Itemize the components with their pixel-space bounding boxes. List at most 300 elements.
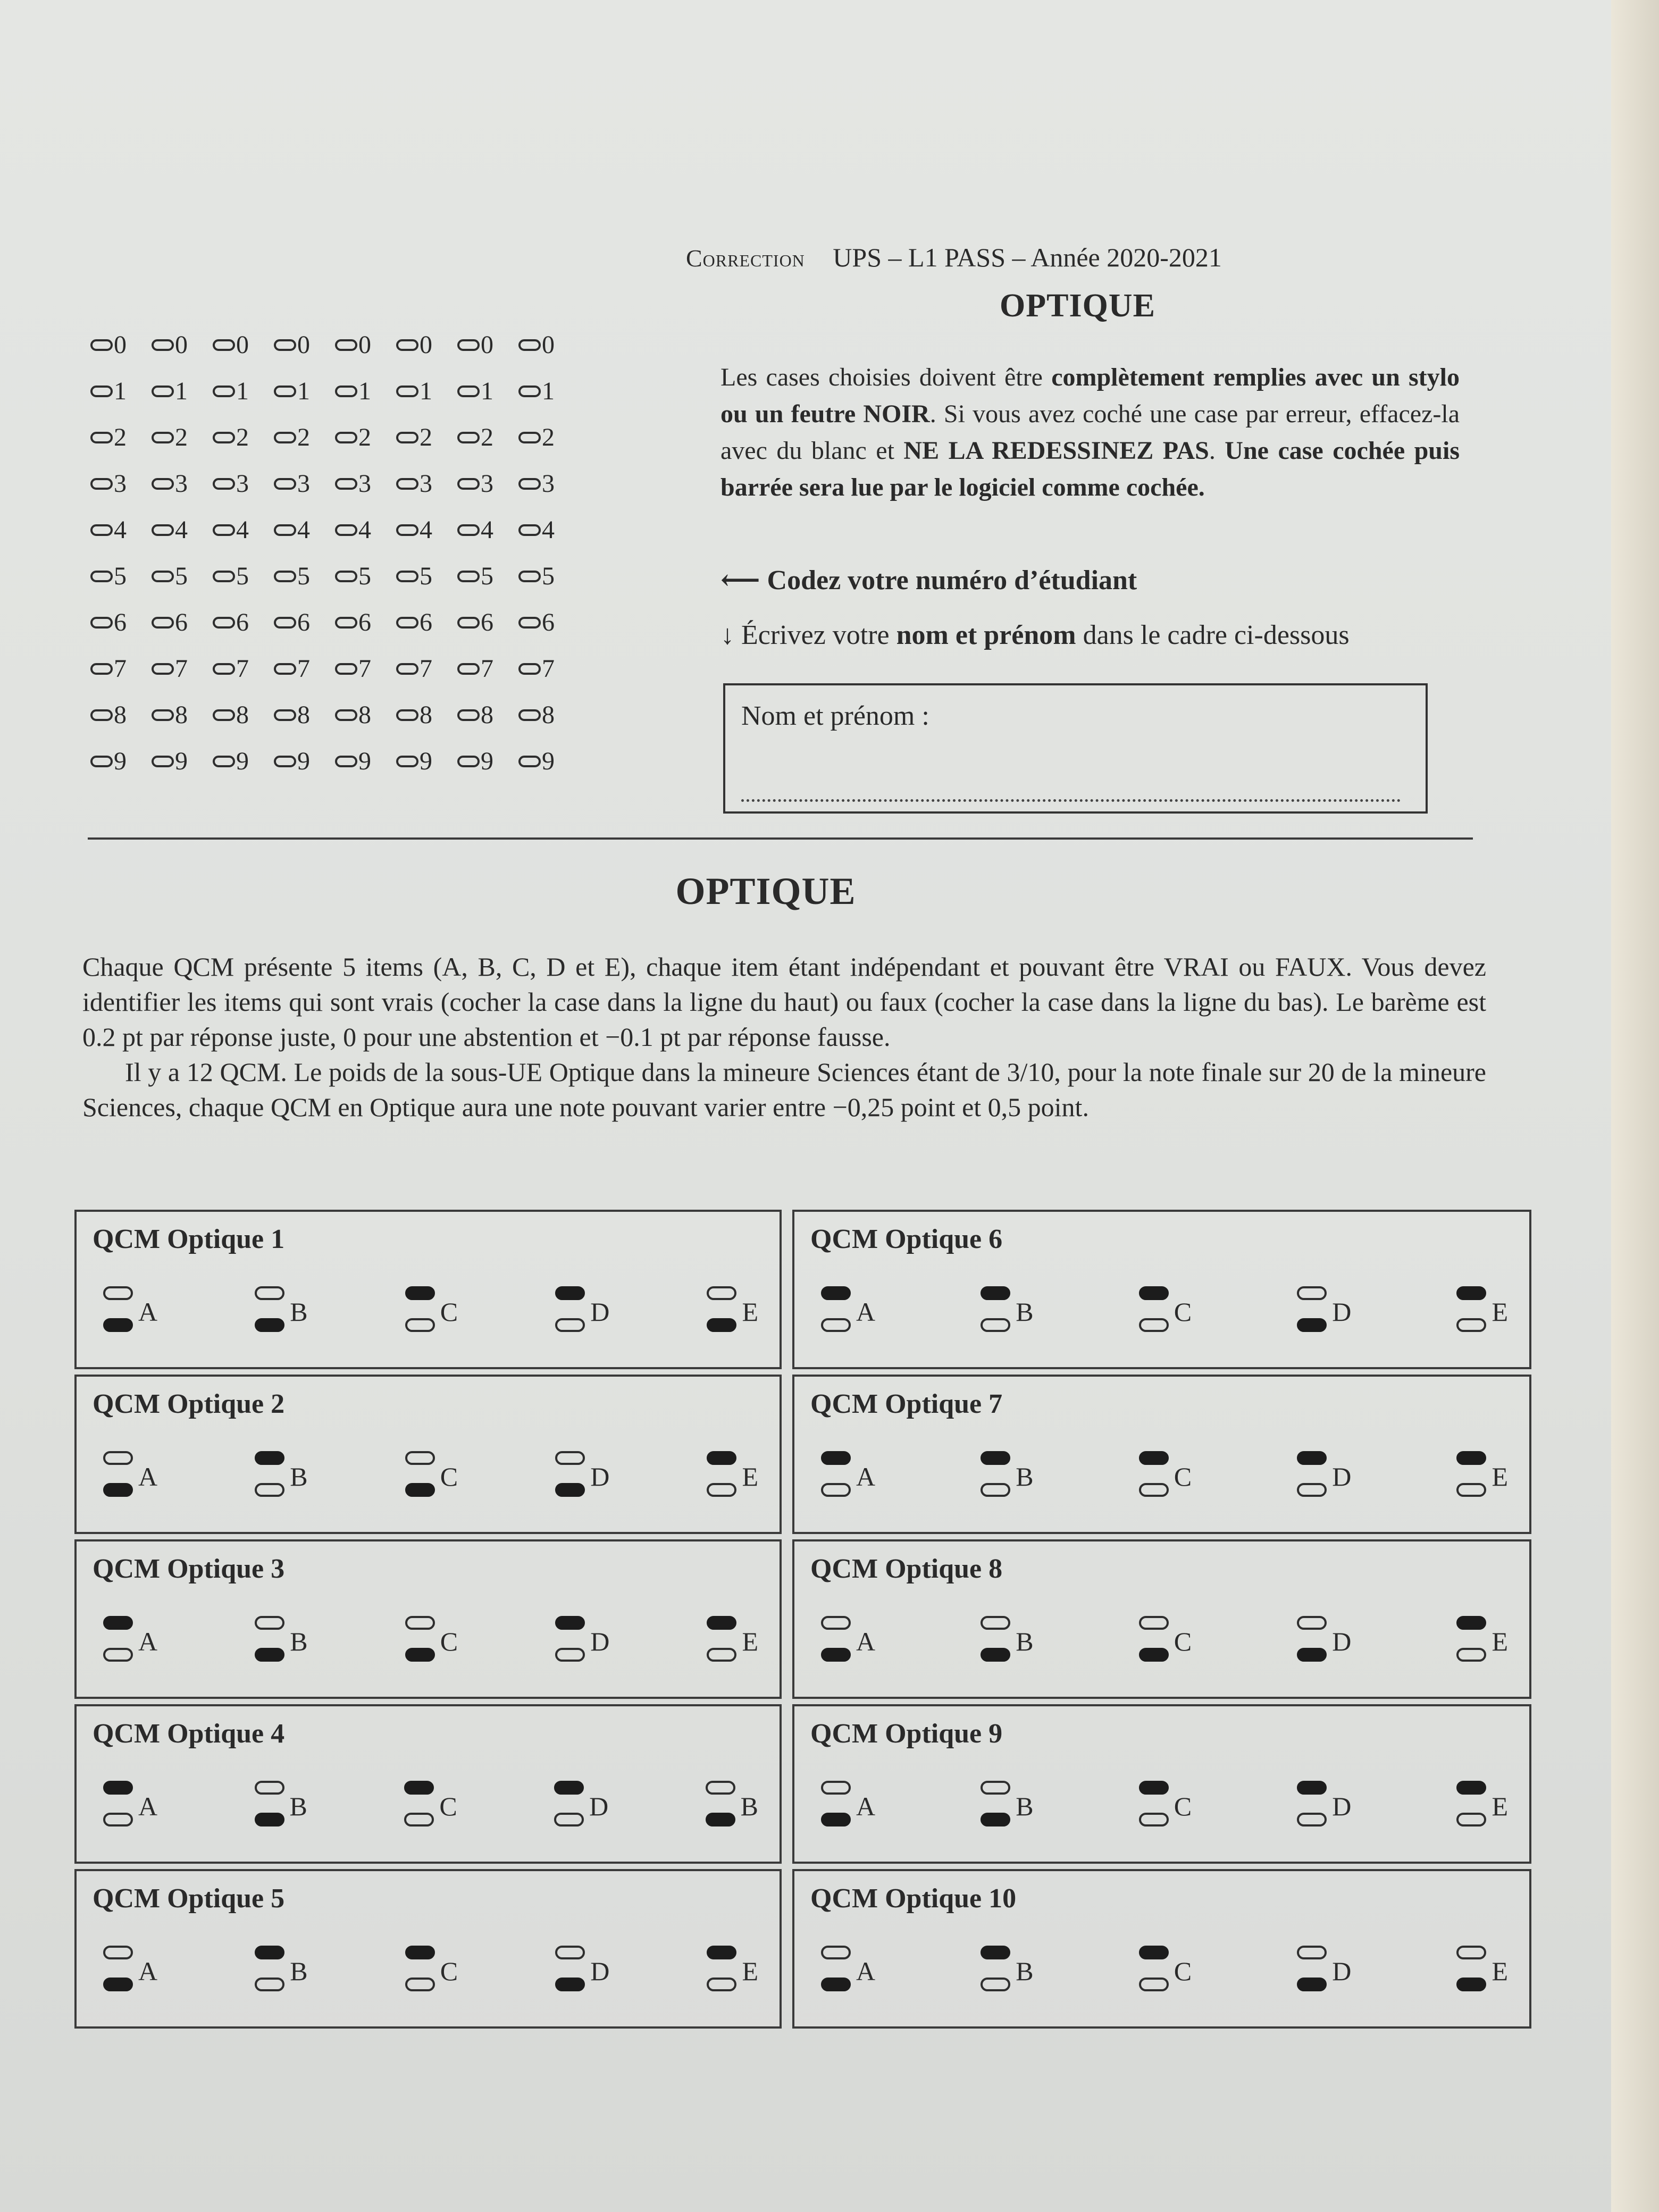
false-bubble[interactable] xyxy=(981,1813,1010,1826)
instr-bold: Une case cochée puis barrée sera lue par le logiciel comme cochée. xyxy=(720,437,1460,501)
oval-icon xyxy=(396,386,418,397)
id-digit-bubble[interactable] xyxy=(335,330,396,359)
answer-bubbles xyxy=(103,1946,133,1991)
id-digit-label: 7 xyxy=(175,655,188,683)
id-digit-label: 9 xyxy=(542,747,555,775)
qcm-item xyxy=(981,1946,1033,1991)
id-digit-bubble[interactable] xyxy=(274,515,335,544)
id-digit-label: 2 xyxy=(114,423,127,451)
true-bubble[interactable] xyxy=(981,1616,1010,1630)
qcm-item xyxy=(1456,1616,1508,1662)
id-digit-bubble[interactable] xyxy=(274,469,335,498)
id-row xyxy=(90,646,585,692)
oval-icon xyxy=(457,663,480,675)
id-digit-bubble[interactable] xyxy=(152,376,213,406)
item-letter: B xyxy=(1016,1791,1034,1821)
false-bubble[interactable] xyxy=(405,1318,435,1332)
id-digit-bubble[interactable] xyxy=(457,654,518,683)
id-digit-bubble[interactable] xyxy=(396,654,457,683)
id-digit-bubble[interactable] xyxy=(213,515,274,544)
answer-bubbles xyxy=(405,1616,435,1662)
answer-bubbles xyxy=(1297,1616,1327,1662)
false-bubble[interactable] xyxy=(103,1483,133,1497)
answer-bubbles xyxy=(707,1451,736,1497)
answer-bubbles xyxy=(555,1616,585,1662)
false-bubble[interactable] xyxy=(1139,1318,1169,1332)
id-digit-bubble[interactable] xyxy=(213,376,274,406)
oval-icon xyxy=(90,432,113,443)
false-bubble[interactable] xyxy=(707,1648,736,1662)
id-digit-bubble[interactable] xyxy=(396,330,457,359)
true-bubble[interactable] xyxy=(103,1451,133,1465)
id-digit-bubble[interactable] xyxy=(396,376,457,406)
id-digit-bubble[interactable] xyxy=(396,515,457,544)
id-digit-label: 1 xyxy=(420,377,432,405)
oval-icon xyxy=(518,386,541,397)
true-bubble[interactable] xyxy=(821,1286,851,1300)
true-bubble[interactable] xyxy=(706,1781,735,1795)
true-bubble[interactable] xyxy=(404,1781,434,1795)
id-digit-bubble[interactable] xyxy=(457,330,518,359)
header-line xyxy=(686,242,1324,273)
false-bubble[interactable] xyxy=(707,1978,736,1991)
true-bubble[interactable] xyxy=(554,1781,584,1795)
id-digit-bubble[interactable] xyxy=(457,469,518,498)
id-digit-bubble[interactable] xyxy=(335,515,396,544)
item-letter: B xyxy=(1016,1297,1034,1327)
false-bubble[interactable] xyxy=(981,1318,1010,1332)
paper-edge xyxy=(1611,0,1659,2212)
oval-icon xyxy=(518,709,541,721)
true-bubble[interactable] xyxy=(821,1781,851,1795)
qcm-item xyxy=(707,1946,758,1991)
id-digit-bubble[interactable] xyxy=(335,562,396,591)
answer-bubbles xyxy=(554,1781,584,1826)
true-bubble[interactable] xyxy=(1456,1451,1486,1465)
false-bubble[interactable] xyxy=(555,1648,585,1662)
id-digit-bubble[interactable] xyxy=(518,562,580,591)
false-bubble[interactable] xyxy=(1456,1483,1486,1497)
id-digit-bubble[interactable] xyxy=(213,330,274,359)
true-bubble[interactable] xyxy=(1297,1451,1327,1465)
id-digit-bubble[interactable] xyxy=(518,469,580,498)
false-bubble[interactable] xyxy=(255,1483,284,1497)
false-bubble[interactable] xyxy=(103,1648,133,1662)
true-bubble[interactable] xyxy=(821,1616,851,1630)
false-bubble[interactable] xyxy=(1456,1978,1486,1991)
true-bubble[interactable] xyxy=(981,1781,1010,1795)
false-bubble[interactable] xyxy=(405,1483,435,1497)
down-arrow-icon: ↓ xyxy=(720,620,734,650)
false-bubble[interactable] xyxy=(1297,1813,1327,1826)
false-bubble[interactable] xyxy=(707,1483,736,1497)
answer-bubbles xyxy=(1456,1946,1486,1991)
id-digit-bubble[interactable] xyxy=(335,608,396,637)
id-digit-label: 8 xyxy=(175,701,188,729)
answer-bubbles xyxy=(1297,1946,1327,1991)
qcm-box xyxy=(74,1869,782,2029)
oval-icon xyxy=(90,478,113,490)
answer-bubbles xyxy=(821,1286,851,1332)
false-bubble[interactable] xyxy=(1456,1318,1486,1332)
id-digit-bubble[interactable] xyxy=(518,376,580,406)
oval-icon xyxy=(152,432,174,443)
false-bubble[interactable] xyxy=(1297,1648,1327,1662)
false-bubble[interactable] xyxy=(1139,1648,1169,1662)
id-digit-bubble[interactable] xyxy=(518,423,580,452)
id-digit-bubble[interactable] xyxy=(90,700,152,730)
item-letter: C xyxy=(439,1791,457,1821)
id-digit-label: 6 xyxy=(114,608,127,636)
true-bubble[interactable] xyxy=(1297,1946,1327,1959)
id-digit-label: 2 xyxy=(297,423,310,451)
false-bubble[interactable] xyxy=(1139,1483,1169,1497)
id-digit-bubble[interactable] xyxy=(335,700,396,730)
id-digit-bubble[interactable] xyxy=(518,747,580,776)
true-bubble[interactable] xyxy=(1139,1286,1169,1300)
true-bubble[interactable] xyxy=(555,1616,585,1630)
id-digit-bubble[interactable] xyxy=(274,330,335,359)
id-digit-label: 5 xyxy=(420,562,432,590)
id-digit-bubble[interactable] xyxy=(274,654,335,683)
id-digit-bubble[interactable] xyxy=(335,469,396,498)
id-digit-bubble[interactable] xyxy=(396,700,457,730)
true-bubble[interactable] xyxy=(1456,1781,1486,1795)
false-bubble[interactable] xyxy=(1297,1483,1327,1497)
oval-icon xyxy=(152,339,174,351)
id-digit-bubble[interactable] xyxy=(274,608,335,637)
qcm-item xyxy=(405,1946,458,1991)
id-digit-bubble[interactable] xyxy=(396,469,457,498)
true-bubble[interactable] xyxy=(103,1946,133,1959)
id-digit-bubble[interactable] xyxy=(152,330,213,359)
id-digit-bubble[interactable] xyxy=(518,330,580,359)
id-digit-bubble[interactable] xyxy=(457,562,518,591)
id-digit-label: 0 xyxy=(481,331,493,359)
id-digit-label: 0 xyxy=(236,331,249,359)
item-letter: A xyxy=(856,1956,876,1986)
qcm-item xyxy=(707,1286,758,1332)
id-digit-bubble[interactable] xyxy=(152,747,213,776)
false-bubble[interactable] xyxy=(821,1813,851,1826)
true-bubble[interactable] xyxy=(1456,1286,1486,1300)
id-digit-bubble[interactable] xyxy=(457,376,518,406)
id-digit-bubble[interactable] xyxy=(457,747,518,776)
id-digit-label: 4 xyxy=(175,516,188,544)
true-bubble[interactable] xyxy=(255,1616,284,1630)
id-digit-label: 8 xyxy=(542,701,555,729)
false-bubble[interactable] xyxy=(821,1648,851,1662)
true-bubble[interactable] xyxy=(1139,1616,1169,1630)
true-bubble[interactable] xyxy=(555,1286,585,1300)
false-bubble[interactable] xyxy=(255,1318,284,1332)
answer-bubbles xyxy=(103,1781,133,1826)
qcm-title: QCM Optique 3 xyxy=(93,1554,285,1584)
true-bubble[interactable] xyxy=(1297,1616,1327,1630)
id-digit-label: 7 xyxy=(542,655,555,683)
false-bubble[interactable] xyxy=(706,1813,735,1826)
id-digit-bubble[interactable] xyxy=(274,423,335,452)
id-digit-bubble[interactable] xyxy=(274,700,335,730)
id-digit-label: 0 xyxy=(542,331,555,359)
id-digit-bubble[interactable] xyxy=(90,330,152,359)
answer-bubbles xyxy=(103,1451,133,1497)
item-letter: A xyxy=(856,1627,876,1656)
false-bubble[interactable] xyxy=(981,1978,1010,1991)
id-digit-bubble[interactable] xyxy=(396,423,457,452)
true-bubble[interactable] xyxy=(981,1286,1010,1300)
true-bubble[interactable] xyxy=(821,1451,851,1465)
qcm-item xyxy=(1456,1946,1508,1991)
true-bubble[interactable] xyxy=(405,1946,435,1959)
oval-icon xyxy=(274,478,296,490)
id-digit-label: 1 xyxy=(297,377,310,405)
false-bubble[interactable] xyxy=(103,1318,133,1332)
id-digit-bubble[interactable] xyxy=(90,469,152,498)
id-digit-bubble[interactable] xyxy=(457,700,518,730)
id-digit-bubble[interactable] xyxy=(335,423,396,452)
id-digit-label: 5 xyxy=(236,562,249,590)
id-digit-bubble[interactable] xyxy=(213,562,274,591)
id-digit-bubble[interactable] xyxy=(518,515,580,544)
true-bubble[interactable] xyxy=(255,1286,284,1300)
false-bubble[interactable] xyxy=(405,1978,435,1991)
answer-bubbles xyxy=(255,1781,284,1826)
id-digit-bubble[interactable] xyxy=(152,608,213,637)
oval-icon xyxy=(274,709,296,721)
false-bubble[interactable] xyxy=(1297,1978,1327,1991)
name-field[interactable] xyxy=(723,683,1428,814)
id-digit-label: 1 xyxy=(542,377,555,405)
id-digit-bubble[interactable] xyxy=(457,423,518,452)
id-digit-label: 3 xyxy=(175,470,188,498)
id-digit-bubble[interactable] xyxy=(457,608,518,637)
oval-icon xyxy=(396,432,418,443)
answer-bubbles xyxy=(103,1286,133,1332)
false-bubble[interactable] xyxy=(821,1483,851,1497)
id-digit-bubble[interactable] xyxy=(90,562,152,591)
id-row xyxy=(90,322,585,368)
id-digit-bubble[interactable] xyxy=(518,654,580,683)
false-bubble[interactable] xyxy=(1456,1813,1486,1826)
true-bubble[interactable] xyxy=(1139,1946,1169,1959)
id-digit-bubble[interactable] xyxy=(213,423,274,452)
id-digit-bubble[interactable] xyxy=(396,562,457,591)
write-text-bold: nom et prénom xyxy=(896,620,1076,650)
id-digit-bubble[interactable] xyxy=(152,469,213,498)
oval-icon xyxy=(457,478,480,490)
true-bubble[interactable] xyxy=(255,1946,284,1959)
qcm-items xyxy=(103,1946,758,1991)
true-bubble[interactable] xyxy=(555,1946,585,1959)
true-bubble[interactable] xyxy=(1297,1286,1327,1300)
qcm-item xyxy=(555,1451,609,1497)
false-bubble[interactable] xyxy=(555,1978,585,1991)
false-bubble[interactable] xyxy=(1456,1648,1486,1662)
id-digit-bubble[interactable] xyxy=(213,608,274,637)
oval-icon xyxy=(152,478,174,490)
id-digit-label: 2 xyxy=(358,423,371,451)
true-bubble[interactable] xyxy=(405,1616,435,1630)
false-bubble[interactable] xyxy=(981,1483,1010,1497)
divider xyxy=(88,837,1473,840)
item-letter: E xyxy=(1492,1297,1508,1327)
id-digit-bubble[interactable] xyxy=(90,654,152,683)
qcm-box xyxy=(792,1210,1531,1369)
true-bubble[interactable] xyxy=(707,1286,736,1300)
rules-text-1: Chaque QCM présente 5 items (A, B, C, D et E), chaque item étant indépendant et pouvant être VRAI ou FAUX. Vous devez identifier les items qui sont vrais (cocher la case dans la ligne du haut) ou faux (cocher la case dans la ligne du bas). Le barème est 0.2 pt par réponse juste, 0 pour une abstention et −0.1 pt par réponse fausse. xyxy=(82,952,1486,1052)
oval-icon xyxy=(274,386,296,397)
id-digit-bubble[interactable] xyxy=(213,747,274,776)
qcm-item xyxy=(1456,1286,1508,1332)
id-digit-bubble[interactable] xyxy=(90,747,152,776)
id-digit-bubble[interactable] xyxy=(90,515,152,544)
false-bubble[interactable] xyxy=(255,1813,284,1826)
true-bubble[interactable] xyxy=(981,1451,1010,1465)
id-digit-label: 2 xyxy=(236,423,249,451)
id-digit-bubble[interactable] xyxy=(518,700,580,730)
item-letter: E xyxy=(1492,1956,1508,1986)
false-bubble[interactable] xyxy=(707,1318,736,1332)
false-bubble[interactable] xyxy=(821,1978,851,1991)
id-digit-label: 6 xyxy=(358,608,371,636)
true-bubble[interactable] xyxy=(821,1946,851,1959)
oval-icon xyxy=(335,756,357,767)
true-bubble[interactable] xyxy=(555,1451,585,1465)
false-bubble[interactable] xyxy=(103,1978,133,1991)
answer-bubbles xyxy=(1297,1781,1327,1826)
id-digit-bubble[interactable] xyxy=(152,562,213,591)
true-bubble[interactable] xyxy=(255,1451,284,1465)
qcm-item xyxy=(103,1616,157,1662)
false-bubble[interactable] xyxy=(255,1648,284,1662)
instructions-text xyxy=(720,359,1460,506)
id-digit-bubble[interactable] xyxy=(90,608,152,637)
id-digit-bubble[interactable] xyxy=(274,562,335,591)
false-bubble[interactable] xyxy=(555,1483,585,1497)
id-digit-bubble[interactable] xyxy=(152,515,213,544)
false-bubble[interactable] xyxy=(1139,1813,1169,1826)
id-digit-bubble[interactable] xyxy=(213,469,274,498)
false-bubble[interactable] xyxy=(404,1813,434,1826)
item-letter: C xyxy=(440,1627,458,1656)
true-bubble[interactable] xyxy=(103,1616,133,1630)
oval-icon xyxy=(396,756,418,767)
oval-icon xyxy=(335,709,357,721)
oval-icon xyxy=(213,571,235,582)
qcm-box xyxy=(792,1704,1531,1864)
true-bubble[interactable] xyxy=(707,1451,736,1465)
oval-icon xyxy=(457,709,480,721)
write-name-line xyxy=(720,619,1350,651)
id-digit-bubble[interactable] xyxy=(396,747,457,776)
false-bubble[interactable] xyxy=(821,1318,851,1332)
item-letter: D xyxy=(1332,1956,1352,1986)
item-letter: B xyxy=(1016,1627,1034,1656)
true-bubble[interactable] xyxy=(255,1781,284,1795)
id-digit-bubble[interactable] xyxy=(335,747,396,776)
id-digit-label: 2 xyxy=(420,423,432,451)
true-bubble[interactable] xyxy=(1456,1946,1486,1959)
qcm-items xyxy=(821,1286,1508,1332)
id-digit-label: 4 xyxy=(420,516,432,544)
id-digit-bubble[interactable] xyxy=(274,747,335,776)
id-digit-bubble[interactable] xyxy=(90,423,152,452)
id-digit-bubble[interactable] xyxy=(335,376,396,406)
oval-icon xyxy=(457,524,480,536)
answer-bubbles xyxy=(1297,1451,1327,1497)
answer-bubbles xyxy=(981,1451,1010,1497)
true-bubble[interactable] xyxy=(405,1286,435,1300)
id-digit-bubble[interactable] xyxy=(396,608,457,637)
id-digit-label: 9 xyxy=(114,747,127,775)
id-digit-bubble[interactable] xyxy=(518,608,580,637)
qcm-title: QCM Optique 9 xyxy=(810,1719,1003,1749)
true-bubble[interactable] xyxy=(103,1286,133,1300)
id-digit-label: 3 xyxy=(236,470,249,498)
qcm-items xyxy=(821,1451,1508,1497)
oval-icon xyxy=(335,617,357,629)
true-bubble[interactable] xyxy=(707,1946,736,1959)
false-bubble[interactable] xyxy=(981,1648,1010,1662)
true-bubble[interactable] xyxy=(405,1451,435,1465)
qcm-item xyxy=(103,1451,157,1497)
id-digit-label: 6 xyxy=(175,608,188,636)
oval-icon xyxy=(457,617,480,629)
oval-icon xyxy=(213,432,235,443)
qcm-items xyxy=(821,1616,1508,1662)
id-digit-label: 3 xyxy=(358,470,371,498)
false-bubble[interactable] xyxy=(555,1318,585,1332)
true-bubble[interactable] xyxy=(1297,1781,1327,1795)
id-digit-bubble[interactable] xyxy=(457,515,518,544)
id-digit-label: 9 xyxy=(297,747,310,775)
qcm-title: QCM Optique 2 xyxy=(93,1389,285,1419)
qcm-item xyxy=(1297,1781,1351,1826)
false-bubble[interactable] xyxy=(103,1813,133,1826)
qcm-item xyxy=(1139,1286,1192,1332)
false-bubble[interactable] xyxy=(1139,1978,1169,1991)
id-digit-bubble[interactable] xyxy=(213,700,274,730)
id-digit-bubble[interactable] xyxy=(213,654,274,683)
id-digit-bubble[interactable] xyxy=(274,376,335,406)
id-digit-label: 1 xyxy=(481,377,493,405)
true-bubble[interactable] xyxy=(103,1781,133,1795)
item-letter: A xyxy=(856,1462,876,1492)
id-digit-bubble[interactable] xyxy=(152,700,213,730)
false-bubble[interactable] xyxy=(255,1978,284,1991)
oval-icon xyxy=(213,756,235,767)
oval-icon xyxy=(274,571,296,582)
false-bubble[interactable] xyxy=(554,1813,584,1826)
true-bubble[interactable] xyxy=(707,1616,736,1630)
true-bubble[interactable] xyxy=(1456,1616,1486,1630)
qcm-box xyxy=(792,1375,1531,1534)
true-bubble[interactable] xyxy=(981,1946,1010,1959)
item-letter: C xyxy=(440,1297,458,1327)
true-bubble[interactable] xyxy=(1139,1781,1169,1795)
id-digit-bubble[interactable] xyxy=(90,376,152,406)
oval-icon xyxy=(335,432,357,443)
id-digit-bubble[interactable] xyxy=(335,654,396,683)
id-digit-label: 2 xyxy=(175,423,188,451)
id-digit-bubble[interactable] xyxy=(152,654,213,683)
false-bubble[interactable] xyxy=(1297,1318,1327,1332)
answer-bubbles xyxy=(405,1286,435,1332)
id-digit-bubble[interactable] xyxy=(152,423,213,452)
true-bubble[interactable] xyxy=(1139,1451,1169,1465)
false-bubble[interactable] xyxy=(405,1648,435,1662)
